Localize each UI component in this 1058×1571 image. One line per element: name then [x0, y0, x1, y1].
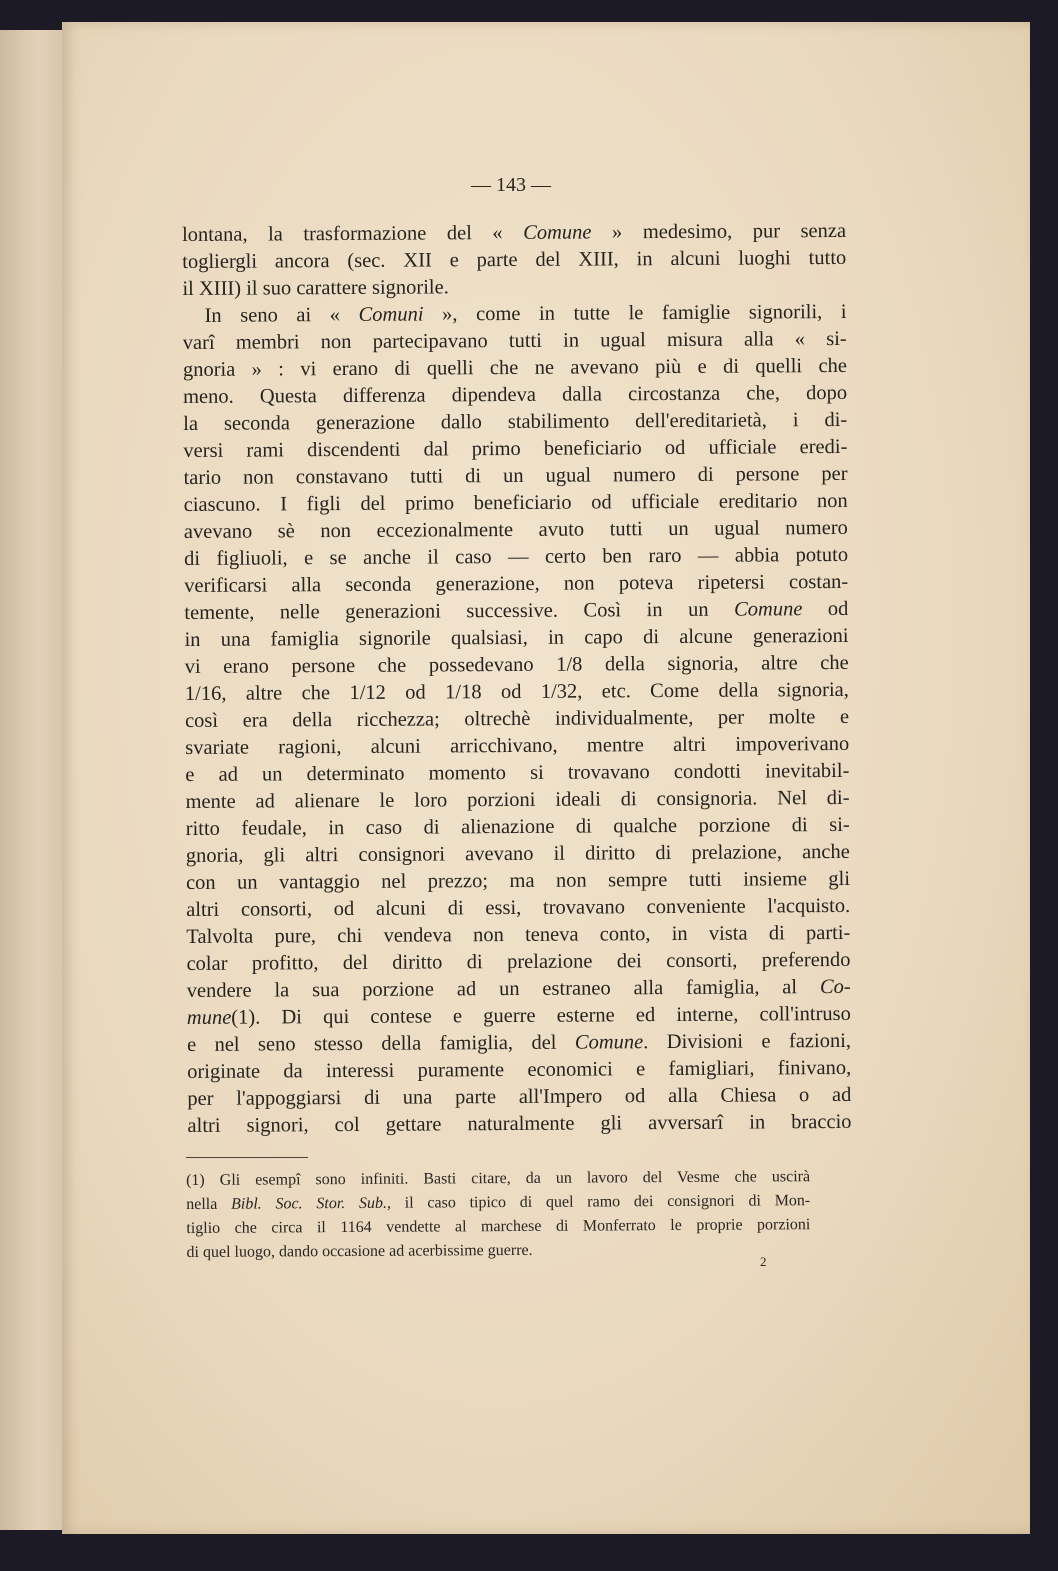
- text-line: la seconda generazione dallo stabilimento dell'ereditarietà, i di-: [183, 408, 848, 435]
- footnote-line: nella Bibl. Soc. Stor. Sub., il caso tipico di quel ramo dei consignori di Mon-: [186, 1192, 811, 1213]
- text-line: verificarsi alla seconda generazione, non poteva ripetersi costan-: [184, 570, 849, 597]
- text-line: altri signori, col gettare naturalmente gli avversarî in braccio: [187, 1110, 852, 1137]
- footnote-line: (1) Gli esempî sono infiniti. Basti citare, da un lavoro del Vesme che uscirà: [186, 1168, 811, 1189]
- text-line: tario non constavano tutti di un ugual numero di persone per: [183, 462, 848, 489]
- footnote-divider: [186, 1157, 308, 1158]
- facing-page-edge: [0, 30, 64, 1530]
- text-line: varî membri non partecipavano tutti in ugual misura alla « si-: [182, 327, 847, 354]
- text-line: svariate ragioni, alcuni arricchivano, mentre altri impoverivano: [185, 732, 850, 759]
- text-line: vendere la sua porzione ad un estraneo alla famiglia, al Co-: [186, 975, 851, 1002]
- text-line: ciascuno. I figli del primo beneficiario od ufficiale ereditario non: [183, 489, 848, 516]
- text-line: gnoria, gli altri consignori avevano il diritto di prelazione, anche: [185, 840, 850, 867]
- book-page: [62, 22, 1030, 1534]
- main-text: [182, 218, 852, 1140]
- text-line: 1/16, altre che 1/12 od 1/18 od 1/32, etc. Come della signoria,: [184, 678, 849, 705]
- text-line: il XIII) il suo carattere signorile.: [182, 276, 449, 300]
- text-line: colar profitto, del diritto di prelazione dei consorti, preferendo: [186, 948, 851, 975]
- text-line: togliergli ancora (sec. XII e parte del XIII, in alcuni luoghi tutto: [182, 246, 847, 273]
- text-line: originate da interessi puramente economici e famigliari, finivano,: [187, 1056, 852, 1083]
- text-line: Talvolta pure, chi vendeva non teneva conto, in vista di parti-: [186, 921, 851, 948]
- footnote-line: di quel luogo, dando occasione ad acerbissime guerre.: [186, 1241, 533, 1261]
- signature-mark: 2: [760, 1254, 767, 1269]
- text-line: meno. Questa differenza dipendeva dalla circostanza che, dopo: [183, 381, 848, 408]
- page-number: — 143 —: [471, 174, 551, 196]
- text-line: altri consorti, od alcuni di essi, trovavano conveniente l'acquisto.: [186, 894, 851, 921]
- text-line: e ad un determinato momento si trovavano condotti inevitabil-: [185, 759, 850, 786]
- text-line: in una famiglia signorile qualsiasi, in capo di alcune generazioni: [184, 624, 849, 651]
- text-line: In seno ai « Comuni », come in tutte le famiglie signorili, i: [204, 300, 847, 327]
- text-line: di figliuoli, e se anche il caso — certo ben raro — abbia potuto: [183, 543, 849, 570]
- text-line: ritto feudale, in caso di alienazione di qualche porzione di si-: [185, 813, 850, 840]
- text-line: temente, nelle generazioni successive. Così in un Comune od: [184, 597, 849, 624]
- text-line: così era della ricchezza; oltrechè individualmente, per molte e: [184, 705, 850, 732]
- text-line: per l'appoggiarsi di una parte all'Impero od alla Chiesa o ad: [187, 1083, 852, 1110]
- text-line: versi rami discendenti dal primo beneficiario od ufficiale eredi-: [183, 435, 848, 462]
- text-line: avevano sè non eccezionalmente avuto tutti un ugual numero: [183, 516, 848, 543]
- text-line: mente ad alienare le loro porzioni ideali di consignoria. Nel di-: [185, 786, 850, 813]
- text-line: mune(1). Di qui contese e guerre esterne ed interne, coll'intruso: [186, 1002, 851, 1029]
- text-line: lontana, la trasformazione del « Comune » medesimo, pur senza: [182, 219, 847, 246]
- text-line: vi erano persone che possedevano 1/8 della signoria, altre che: [184, 651, 849, 678]
- text-line: gnoria » : vi erano di quelli che ne avevano più e di quelli che: [182, 354, 847, 381]
- footnote: [186, 1165, 811, 1265]
- footnote-line: tiglio che circa il 1164 vendette al marchese di Monferrato le proprie porzioni: [186, 1216, 811, 1237]
- text-line: con un vantaggio nel prezzo; ma non sempre tutti insieme gli: [185, 867, 851, 894]
- text-line: e nel seno stesso della famiglia, del Comune. Divisioni e fazioni,: [186, 1029, 852, 1056]
